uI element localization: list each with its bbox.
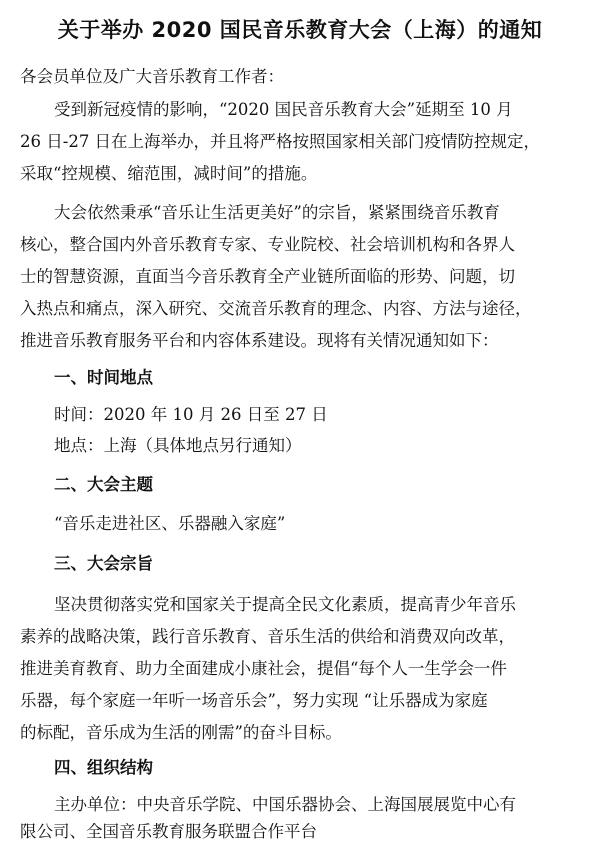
- aim-line: 素养的战略决策，践行音乐教育、音乐生活的供给和消费双向改革，: [20, 627, 515, 646]
- organization-line: 主办单位：中央音乐学院、中国乐器协会、上海国展展览中心有: [54, 795, 516, 814]
- intro-line: 受到新冠疫情的影响，“2020 国民音乐教育大会”延期至 10 月: [54, 100, 513, 119]
- purpose-line: 大会依然秉承“音乐让生活更美好”的宗旨，紧紧围绕音乐教育: [54, 203, 500, 222]
- purpose-line: 推进音乐教育服务平台和内容体系建设。现将有关情况通知如下：: [20, 331, 499, 350]
- aim-line: 乐器，每个家庭一年听一场音乐会”，努力实现 “让乐器成为家庭: [20, 691, 488, 710]
- section-heading-theme: 二、大会主题: [54, 475, 153, 494]
- purpose-line: 入热点和痛点，深入研究、交流音乐教育的理念、内容、方法与途径，: [20, 299, 532, 318]
- purpose-line: 核心，整合国内外音乐教育专家、专业院校、社会培训机构和各界人: [20, 235, 515, 254]
- aim-line: 推进美育教育、助力全面建成小康社会，提倡“每个人一生学会一件: [20, 659, 507, 678]
- aim-line: 坚决贯彻落实党和国家关于提高全民文化素质，提高青少年音乐: [54, 595, 516, 614]
- intro-line: 26 日-27 日在上海举办，并且将严格按照国家相关部门疫情防控规定，: [20, 132, 541, 151]
- section-heading-time-place: 一、时间地点: [54, 368, 153, 387]
- section-heading-organization: 四、组织结构: [54, 758, 153, 777]
- aim-line: 的标配，音乐成为生活的刚需”的奋斗目标。: [20, 723, 342, 742]
- section-heading-aim: 三、大会宗旨: [54, 554, 153, 573]
- intro-line: 采取“控规模、缩范围，减时间”的措施。: [20, 164, 318, 183]
- organization-line: 限公司、全国音乐教育服务联盟合作平台: [20, 822, 317, 841]
- purpose-line: 士的智慧资源，直面当今音乐教育全产业链所面临的形势、问题，切: [20, 267, 515, 286]
- event-place: 地点：上海（具体地点另行通知）: [54, 436, 302, 455]
- theme-text: “音乐走进社区、乐器融入家庭”: [54, 514, 286, 533]
- event-time: 时间：2020 年 10 月 26 日至 27 日: [54, 405, 328, 424]
- document-title: 关于举办 2020 国民音乐教育大会（上海）的通知: [57, 18, 543, 42]
- greeting: 各会员单位及广大音乐教育工作者：: [20, 67, 284, 86]
